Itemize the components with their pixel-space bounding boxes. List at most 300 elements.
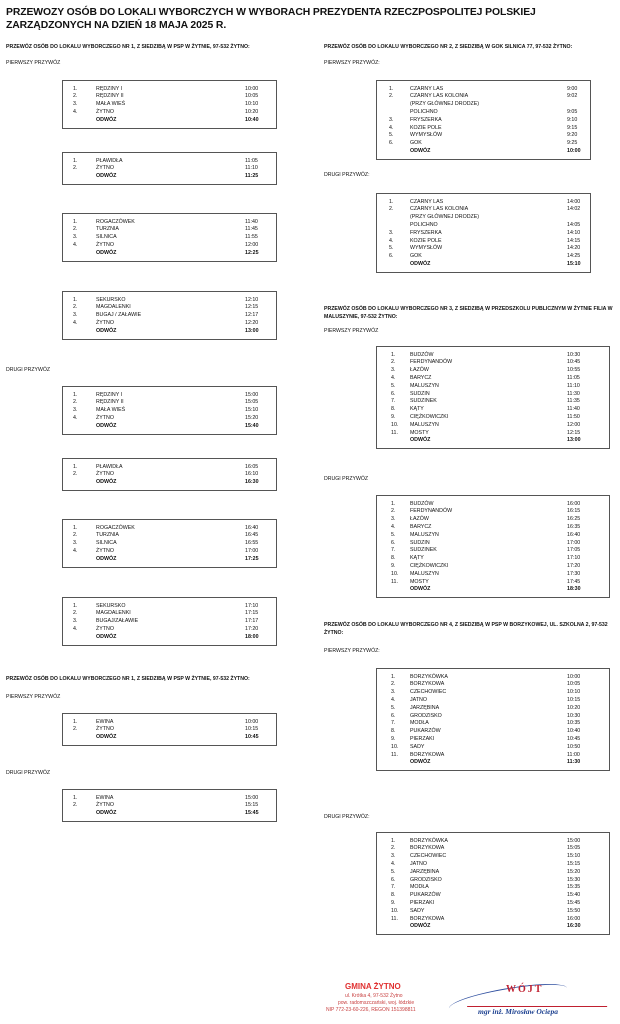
stop-number: 1. — [73, 718, 78, 725]
stop-place: BARYCZ — [410, 523, 432, 530]
table-row — [63, 726, 276, 734]
stop-place: ODWÓZ — [410, 586, 431, 593]
stop-time: 10:20 — [245, 108, 259, 115]
stop-number: 2. — [73, 802, 78, 809]
stop-time: 11:05 — [245, 157, 258, 164]
stop-place: POLICHNO — [410, 221, 438, 228]
schedule-table — [376, 346, 610, 449]
stop-time: 15:20 — [245, 414, 259, 421]
footer-gmina-name: GMINA ŻYTNO — [345, 982, 401, 991]
stop-place: CZARNY LAS — [410, 85, 444, 92]
stop-place: ŻYTNO — [96, 471, 114, 478]
stop-number: 1. — [73, 602, 78, 609]
schedule-table — [62, 789, 277, 822]
section-heading: PRZEWÓZ OSÓB DO LOKALU WYBORCZEGO NR 3, Z SIEDZIBĄ W PRZEDSZKOLU PUBLICZNYM W ŻYTNIE FILIA W MALUSZYNIE, 97-532 ŻYTNO: — [324, 306, 613, 320]
stop-time: 12:25 — [245, 249, 259, 256]
stop-place: EWINA — [96, 718, 114, 725]
stop-time: 12:20 — [245, 319, 259, 326]
stop-time: 15:30 — [567, 876, 581, 883]
stop-place: KĄTY — [410, 555, 424, 562]
stop-number: 10. — [391, 743, 399, 750]
group-label: DRUGI PRZYWÓZ — [6, 367, 51, 373]
stop-time: 16:30 — [245, 479, 259, 486]
table-row — [377, 853, 609, 861]
stop-number: 1. — [391, 500, 396, 507]
stop-place: CZECHOWIEC — [410, 853, 447, 860]
table-row — [63, 304, 276, 312]
table-row — [377, 838, 609, 846]
stop-number: 2. — [73, 532, 78, 539]
table-row — [63, 464, 276, 472]
table-row — [63, 86, 276, 94]
stop-time: 16:40 — [245, 524, 259, 531]
stop-place: RĘDZINY II — [96, 399, 124, 406]
stop-place: MALUSZYN — [410, 531, 439, 538]
table-row — [377, 508, 609, 516]
table-row — [63, 548, 276, 556]
stop-place: ODWÓZ — [96, 173, 117, 180]
stop-time: 15:15 — [245, 802, 259, 809]
stop-number: 4. — [391, 696, 396, 703]
group-label: PIERWSZY PRZYWÓZ: — [324, 648, 380, 654]
stop-place: MAŁA WIEŚ — [96, 407, 126, 414]
table-row — [63, 719, 276, 727]
table-row — [377, 383, 609, 391]
table-row — [377, 689, 609, 697]
table-row — [377, 117, 590, 125]
stop-time: 15:50 — [567, 907, 581, 914]
stop-time: 9:20 — [567, 132, 578, 139]
stop-time: 10:55 — [567, 367, 581, 374]
stop-place: ODWÓZ — [96, 116, 117, 123]
stop-place: SUDZINEK — [410, 398, 437, 405]
table-row — [377, 93, 590, 101]
table-row — [377, 230, 590, 238]
stop-place: CZARNY LAS — [410, 198, 444, 205]
stop-number: 3. — [391, 853, 396, 860]
stop-place: BORZYKÓWKA — [410, 837, 448, 844]
stop-time: 11:10 — [567, 382, 580, 389]
stop-number: 5. — [391, 868, 396, 875]
stop-number: 4. — [73, 241, 78, 248]
stop-number: 3. — [73, 618, 78, 625]
stop-place: ŻYTNO — [96, 547, 114, 554]
stop-place: PŁAWIDŁA — [96, 463, 123, 470]
stop-number: 1. — [391, 351, 396, 358]
stop-number: 2. — [391, 845, 396, 852]
table-row — [377, 86, 590, 94]
stop-time: 11:25 — [245, 173, 259, 180]
group-label: DRUGI PRZYWÓZ — [324, 476, 369, 482]
stop-number: 2. — [73, 399, 78, 406]
stop-place: SEKURSKO — [96, 602, 126, 609]
stop-place: CZARNY LAS KOLONIA — [410, 206, 469, 213]
stop-time: 11:30 — [567, 759, 581, 766]
stop-place: ŻYTNO — [96, 414, 114, 421]
table-row — [63, 626, 276, 634]
table-row — [63, 423, 276, 431]
table-row — [377, 437, 609, 445]
stop-time: 10:00 — [245, 85, 259, 92]
stop-time: 16:35 — [567, 523, 581, 530]
stop-time: 16:30 — [567, 923, 581, 930]
stop-time: 17:20 — [245, 625, 259, 632]
stop-time: 13:00 — [245, 327, 259, 334]
stop-number: 3. — [73, 234, 78, 241]
table-row — [63, 610, 276, 618]
stop-place: ROGACZÓWEK — [96, 524, 135, 531]
stop-place: KĄTY — [410, 406, 424, 413]
section-heading: PRZEWÓZ OSÓB DO LOKALU WYBORCZEGO NR 4, Z SIEDZIBĄ W PSP W BORZYKOWEJ, UL. SZKOLNA 2, 97-532 ŻYTNO: — [324, 622, 608, 636]
table-row — [63, 101, 276, 109]
stop-place: SUDZINEK — [410, 547, 437, 554]
stop-number: 7. — [391, 547, 396, 554]
stop-place: MOSTY — [410, 429, 429, 436]
stop-place: EWINA — [96, 794, 114, 801]
stop-place: BORZYKÓWKA — [410, 673, 448, 680]
stop-place: SILNICA — [96, 234, 117, 241]
stop-time: 14:20 — [567, 245, 581, 252]
stop-number: 8. — [391, 555, 396, 562]
stop-place: RĘDZINY I — [96, 391, 123, 398]
stop-time: 17:00 — [245, 547, 259, 554]
stop-number: 7. — [391, 884, 396, 891]
stop-time: 15:45 — [567, 899, 581, 906]
table-row — [377, 884, 609, 892]
stop-time: 11:45 — [245, 226, 258, 233]
stop-time: 16:40 — [567, 531, 581, 538]
stop-number: 1. — [73, 218, 78, 225]
stop-number: 3. — [389, 116, 394, 123]
table-row — [63, 93, 276, 101]
stop-time: 12:17 — [245, 312, 259, 319]
stop-number: 11. — [391, 751, 398, 758]
stop-time: 10:00 — [567, 673, 581, 680]
stop-number: 3. — [389, 229, 394, 236]
stop-time: 15:10 — [245, 407, 259, 414]
stop-number: 1. — [73, 85, 78, 92]
stop-number: 1. — [389, 85, 394, 92]
stop-place: BUGAJ/ZAŁAWIE — [96, 618, 139, 625]
group-label: DRUGI PRZYWÓZ: — [324, 814, 370, 820]
stop-number: 7. — [391, 398, 396, 405]
stop-time: 11:55 — [245, 234, 258, 241]
stop-number: 9. — [391, 562, 396, 569]
table-row — [377, 869, 609, 877]
stop-number: 4. — [73, 547, 78, 554]
stop-place: PUKARZÓW — [410, 728, 441, 735]
stop-number: 2. — [73, 304, 78, 311]
stop-place: ŻYTNO — [96, 726, 114, 733]
footer-address-line: NIP 772-23-60-226, REGON 151398811 — [326, 1007, 416, 1013]
stop-place: SUDZIN — [410, 539, 430, 546]
table-row — [377, 720, 609, 728]
table-row — [63, 312, 276, 320]
stop-time: 16:05 — [245, 463, 259, 470]
stop-time: 16:45 — [245, 532, 259, 539]
footer-address-line: pow. radomszczański, woj. łódzkie — [338, 1000, 415, 1006]
stop-number: 11. — [391, 578, 398, 585]
stop-place: MAGDALENKI — [96, 304, 131, 311]
stop-place: ŻYTNO — [96, 625, 114, 632]
stop-place: PIERZAKI — [410, 899, 435, 906]
stop-time: 15:00 — [245, 794, 259, 801]
stop-number: 10. — [391, 570, 399, 577]
group-label: DRUGI PRZYWÓZ — [6, 770, 51, 776]
schedule-table — [62, 291, 277, 340]
table-row — [377, 555, 609, 563]
table-row — [63, 234, 276, 242]
table-row — [377, 861, 609, 869]
stop-time: 9:02 — [567, 93, 578, 100]
stop-place: ODWÓZ — [96, 633, 117, 640]
table-row — [377, 125, 590, 133]
stop-number: 10. — [391, 907, 399, 914]
stop-number: 4. — [73, 414, 78, 421]
stop-place: MAŁA WIEŚ — [96, 101, 126, 108]
stop-number: 3. — [73, 407, 78, 414]
stop-place: PIERZAKI — [410, 735, 435, 742]
stop-time: 17:30 — [567, 570, 581, 577]
section-heading: PRZEWÓZ OSÓB DO LOKALU WYBORCZEGO NR 1, Z SIEDZIBĄ W PSP W ŻYTNIE, 97-532 ŻYTNO: — [6, 676, 250, 682]
table-row — [377, 681, 609, 689]
section-heading: PRZEWÓZ OSÓB DO LOKALU WYBORCZEGO NR 1, Z SIEDZIBĄ W PSP W ŻYTNIE, 97-532 ŻYTNO: — [6, 44, 250, 50]
stop-number: 1. — [73, 463, 78, 470]
table-row — [63, 634, 276, 642]
stop-place: (PRZY GŁÓWNEJ DRODZE) — [410, 101, 480, 108]
stop-time: 11:05 — [567, 374, 580, 381]
stop-place: BORZYKOWA — [410, 681, 445, 688]
stop-place: SADY — [410, 743, 425, 750]
stamp-title: WÓJT — [506, 984, 544, 995]
stop-number: 8. — [391, 892, 396, 899]
stop-place: ODWÓZ — [410, 923, 431, 930]
table-row — [63, 297, 276, 305]
table-row — [377, 238, 590, 246]
stop-time: 14:02 — [567, 206, 581, 213]
stop-time: 10:45 — [567, 735, 581, 742]
stop-place: JATNO — [410, 860, 427, 867]
table-row — [377, 900, 609, 908]
stop-number: 2. — [389, 93, 394, 100]
stop-number: 2. — [391, 681, 396, 688]
stop-place: CIĘŻKOWICZKI — [410, 413, 449, 420]
table-row — [377, 245, 590, 253]
stop-place: MOSTY — [410, 578, 429, 585]
table-row — [63, 603, 276, 611]
stop-time: 9:10 — [567, 116, 578, 123]
table-row — [377, 547, 609, 555]
stop-place: ROGACZÓWEK — [96, 218, 135, 225]
stop-number: 5. — [391, 704, 396, 711]
stop-time: 11:35 — [567, 398, 580, 405]
stop-place: FERDYNANDÓW — [410, 508, 453, 515]
stop-place: FERDYNANDÓW — [410, 359, 453, 366]
stop-place: ODWÓZ — [96, 422, 117, 429]
stop-time: 11:50 — [567, 413, 580, 420]
schedule-table — [376, 80, 591, 160]
table-row — [377, 414, 609, 422]
stop-number: 2. — [73, 471, 78, 478]
table-row — [63, 392, 276, 400]
stop-place: PŁAWIDŁA — [96, 157, 123, 164]
schedule-table — [62, 386, 277, 435]
stop-place: ODWÓZ — [410, 437, 431, 444]
table-row — [63, 165, 276, 173]
schedule-table — [376, 193, 591, 273]
stop-number: 7. — [391, 720, 396, 727]
stop-time: 10:35 — [567, 720, 581, 727]
stop-place: MODŁA — [410, 720, 429, 727]
stop-place: GOK — [410, 140, 422, 147]
schedule-table — [62, 713, 277, 746]
stop-place: ŻYTNO — [96, 108, 114, 115]
stop-place: SADY — [410, 907, 425, 914]
table-row — [377, 391, 609, 399]
table-row — [63, 117, 276, 125]
stop-time: 17:20 — [567, 562, 581, 569]
stop-number: 6. — [391, 390, 396, 397]
stop-time: 15:10 — [567, 853, 581, 860]
table-row — [377, 140, 590, 148]
table-row — [377, 674, 609, 682]
stop-place: FRYSZERKA — [410, 229, 442, 236]
stop-time: 12:10 — [245, 296, 259, 303]
table-row — [63, 479, 276, 487]
stop-time: 14:15 — [567, 237, 581, 244]
stop-place: RĘDZINY II — [96, 93, 124, 100]
stop-time: 18:30 — [567, 586, 581, 593]
table-row — [377, 736, 609, 744]
stop-number: 3. — [73, 540, 78, 547]
table-row — [377, 261, 590, 269]
stop-place: PUKARZÓW — [410, 892, 441, 899]
stop-number: 2. — [73, 726, 78, 733]
table-row — [377, 728, 609, 736]
table-row — [63, 250, 276, 258]
stop-time: 10:10 — [567, 689, 581, 696]
stop-number: 4. — [389, 124, 394, 131]
stop-time: 17:00 — [567, 539, 581, 546]
stop-number: 1. — [73, 157, 78, 164]
stop-time: 12:00 — [245, 241, 259, 248]
group-label: PIERWSZY PRZYWÓZ — [324, 328, 379, 334]
stop-number: 1. — [73, 524, 78, 531]
stop-number: 9. — [391, 735, 396, 742]
table-row — [377, 359, 609, 367]
stop-number: 5. — [389, 132, 394, 139]
stop-place: TURZNIA — [96, 226, 119, 233]
stop-place: GRODZISKO — [410, 876, 442, 883]
stop-number: 4. — [73, 625, 78, 632]
table-row — [377, 375, 609, 383]
stop-time: 13:00 — [567, 437, 581, 444]
stop-time: 14:25 — [567, 253, 581, 260]
stop-number: 6. — [389, 253, 394, 260]
stop-number: 2. — [389, 206, 394, 213]
stop-place: FRYSZERKA — [410, 116, 442, 123]
stop-time: 14:10 — [567, 229, 581, 236]
table-row — [377, 532, 609, 540]
stop-number: 1. — [391, 837, 396, 844]
stop-time: 15:20 — [567, 868, 581, 875]
stop-number: 4. — [389, 237, 394, 244]
stop-place: ŻYTNO — [96, 319, 114, 326]
stop-time: 12:15 — [245, 304, 259, 311]
table-row — [63, 734, 276, 742]
schedule-table — [62, 152, 277, 185]
stop-place: ODWÓZ — [96, 249, 117, 256]
stop-place: JARZĘBINA — [410, 868, 440, 875]
stop-number: 11. — [391, 915, 398, 922]
stop-time: 16:55 — [245, 540, 259, 547]
schedule-table — [376, 832, 610, 935]
stop-place: BORZYKOWA — [410, 845, 445, 852]
schedule-table — [376, 668, 610, 771]
stop-time: 10:10 — [245, 101, 259, 108]
stop-place: (PRZY GŁÓWNEJ DRODZE) — [410, 214, 480, 221]
section-heading: PRZEWÓZ OSÓB DO LOKALU WYBORCZEGO NR 2, Z SIEDZIBĄ W GOK SILNICA 77, 97-532 ŻYTNO: — [324, 44, 573, 50]
stop-time: 10:40 — [245, 116, 259, 123]
stop-time: 15:35 — [567, 884, 581, 891]
stop-number: 4. — [73, 108, 78, 115]
stop-place: BARYCZ — [410, 374, 432, 381]
table-row — [377, 705, 609, 713]
stop-time: 9:15 — [567, 124, 578, 131]
table-row — [63, 795, 276, 803]
stop-number: 1. — [389, 198, 394, 205]
stop-time: 14:00 — [567, 198, 581, 205]
stop-time: 10:15 — [245, 726, 259, 733]
table-row — [377, 367, 609, 375]
stop-time: 11:30 — [567, 390, 580, 397]
schedule-table — [62, 213, 277, 262]
table-row — [377, 877, 609, 885]
schedule-table — [62, 80, 277, 129]
group-label: PIERWSZY PRZYWÓZ — [6, 60, 61, 66]
table-row — [63, 242, 276, 250]
stop-time: 15:40 — [567, 892, 581, 899]
table-row — [377, 101, 590, 109]
schedule-table — [62, 458, 277, 491]
stop-time: 15:10 — [567, 260, 581, 267]
table-row — [377, 697, 609, 705]
stop-place: CIĘŻKOWICZKI — [410, 562, 449, 569]
stop-number: 1. — [73, 391, 78, 398]
stop-number: 9. — [391, 413, 396, 420]
stop-time: 17:15 — [245, 610, 259, 617]
stop-place: MALUSZYN — [410, 421, 439, 428]
stop-time: 10:00 — [245, 718, 259, 725]
table-row — [63, 556, 276, 564]
stop-number: 2. — [73, 226, 78, 233]
stop-time: 11:40 — [567, 406, 580, 413]
table-row — [377, 892, 609, 900]
stop-number: 2. — [391, 359, 396, 366]
stop-number: 6. — [391, 539, 396, 546]
stop-number: 1. — [73, 296, 78, 303]
table-row — [63, 109, 276, 117]
stop-place: ODWÓZ — [96, 479, 117, 486]
stop-place: WYMYSŁÓW — [410, 245, 443, 252]
stop-place: ŁAZÓW — [410, 516, 429, 523]
stop-place: RĘDZINY I — [96, 85, 123, 92]
stop-time: 9:05 — [567, 108, 578, 115]
stop-place: ODWÓZ — [410, 147, 431, 154]
table-row — [63, 173, 276, 181]
table-row — [377, 398, 609, 406]
schedule-table — [62, 519, 277, 568]
